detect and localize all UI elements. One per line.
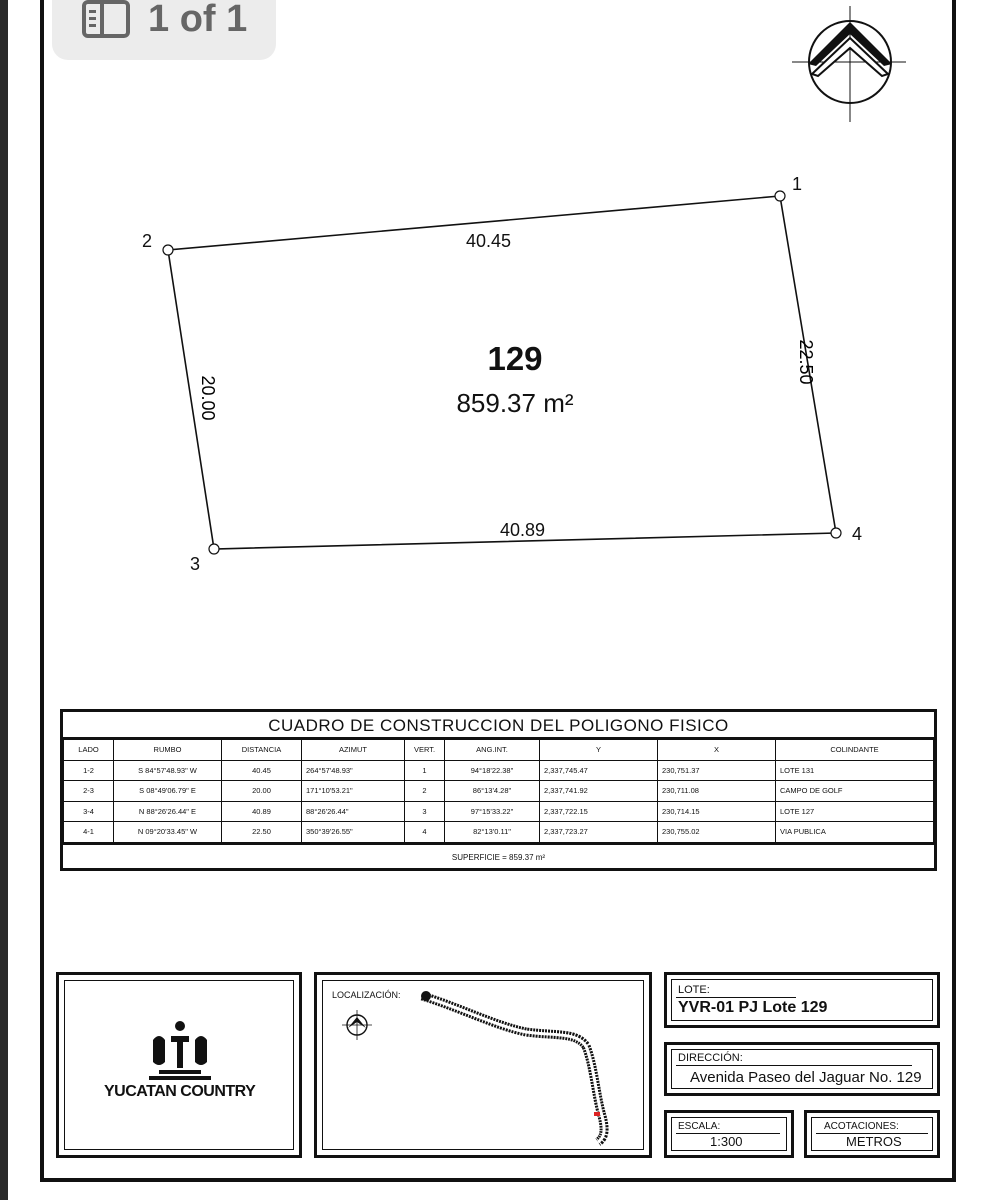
superficie-total: SUPERFICIE = 859.37 m² <box>63 843 934 869</box>
column-header: Y <box>540 740 658 761</box>
dimension-side-1-2: 40.45 <box>466 231 512 251</box>
page-indicator-label: 1 of 1 <box>148 0 248 40</box>
table-cell: 94°18'22.38" <box>445 760 540 781</box>
direccion-label: DIRECCIÓN: <box>678 1052 743 1064</box>
vertex-label-4: 4 <box>852 524 863 544</box>
logo-wordmark: YUCATAN COUNTRY <box>104 1083 256 1100</box>
location-label: LOCALIZACIÓN: <box>332 990 401 1000</box>
table-row <box>64 822 934 843</box>
table-row <box>64 801 934 822</box>
vertex-marker-4 <box>831 528 841 538</box>
escala-label: ESCALA: <box>678 1121 721 1132</box>
table-cell: 230,714.15 <box>658 801 776 822</box>
construction-table-title: CUADRO DE CONSTRUCCION DEL POLIGONO FISICO <box>63 712 934 739</box>
vertex-marker-2 <box>163 245 173 255</box>
vertex-marker-3 <box>209 544 219 554</box>
table-cell: LOTE 127 <box>776 801 934 822</box>
table-cell: 4 <box>405 822 445 843</box>
table-cell: CAMPO DE GOLF <box>776 781 934 802</box>
table-cell: LOTE 131 <box>776 760 934 781</box>
direccion-value: Avenida Paseo del Jaguar No. 129 <box>690 1069 922 1086</box>
table-cell: VIA PUBLICA <box>776 822 934 843</box>
vertex-label-3: 3 <box>190 554 201 574</box>
table-cell: N 09°20'33.45" W <box>114 822 222 843</box>
column-header: AZIMUT <box>302 740 405 761</box>
table-cell: 264°57'48.93" <box>302 760 405 781</box>
lot-area: 859.37 m² <box>456 388 574 418</box>
table-cell: 40.45 <box>222 760 302 781</box>
table-cell: 20.00 <box>222 781 302 802</box>
table-cell: 88°26'26.44" <box>302 801 405 822</box>
table-cell: 86°13'4.28" <box>445 781 540 802</box>
table-cell: S 84°57'48.93" W <box>114 760 222 781</box>
acotaciones-value: METROS <box>846 1134 902 1149</box>
table-cell: 230,711.08 <box>658 781 776 802</box>
table-cell: 2,337,722.15 <box>540 801 658 822</box>
table-cell: 40.89 <box>222 801 302 822</box>
table-row <box>64 760 934 781</box>
escala-value: 1:300 <box>710 1134 743 1149</box>
column-header: RUMBO <box>114 740 222 761</box>
column-header: COLINDANTE <box>776 740 934 761</box>
dimension-side-3-4: 40.89 <box>500 520 546 540</box>
table-cell: 2,337,745.47 <box>540 760 658 781</box>
table-cell: N 88°26'26.44" E <box>114 801 222 822</box>
table-cell: 2,337,723.27 <box>540 822 658 843</box>
table-cell: 1 <box>405 760 445 781</box>
lote-label-underline <box>676 997 796 998</box>
location-map-icon <box>416 986 616 1146</box>
table-cell: 22.50 <box>222 822 302 843</box>
table-row <box>64 781 934 802</box>
dimension-side-4-1: 22.50 <box>796 339 816 385</box>
direccion-label-underline <box>676 1065 912 1066</box>
vertex-marker-1 <box>775 191 785 201</box>
table-cell: 3-4 <box>64 801 114 822</box>
lote-label: LOTE: <box>678 984 710 996</box>
table-cell: S 08°49'06.79" E <box>114 781 222 802</box>
construction-table <box>60 709 937 871</box>
lot-number: 129 <box>487 340 543 377</box>
construction-table-grid <box>63 739 934 843</box>
column-header: VERT. <box>405 740 445 761</box>
table-cell: 97°15'33.22" <box>445 801 540 822</box>
table-cell: 350°39'26.55" <box>302 822 405 843</box>
table-cell: 171°10'53.21" <box>302 781 405 802</box>
table-cell: 2,337,741.92 <box>540 781 658 802</box>
table-cell: 1-2 <box>64 760 114 781</box>
location-north-icon <box>340 1010 374 1040</box>
vertex-label-1: 1 <box>792 174 803 194</box>
column-header: DISTANCIA <box>222 740 302 761</box>
column-header: X <box>658 740 776 761</box>
dimension-side-2-3: 20.00 <box>198 375 218 421</box>
table-header-row <box>64 740 934 761</box>
column-header: LADO <box>64 740 114 761</box>
table-cell: 2 <box>405 781 445 802</box>
table-cell: 3 <box>405 801 445 822</box>
table-cell: 230,755.02 <box>658 822 776 843</box>
column-header: ANG.INT. <box>445 740 540 761</box>
table-cell: 2-3 <box>64 781 114 802</box>
acotaciones-label: ACOTACIONES: <box>824 1121 899 1132</box>
vertex-label-2: 2 <box>142 231 153 251</box>
yucatan-country-logo-icon <box>145 1020 215 1082</box>
table-cell: 82°13'0.11" <box>445 822 540 843</box>
lote-value: YVR-01 PJ Lote 129 <box>678 999 828 1016</box>
north-arrow-icon <box>792 6 906 122</box>
table-cell: 4-1 <box>64 822 114 843</box>
table-cell: 230,751.37 <box>658 760 776 781</box>
